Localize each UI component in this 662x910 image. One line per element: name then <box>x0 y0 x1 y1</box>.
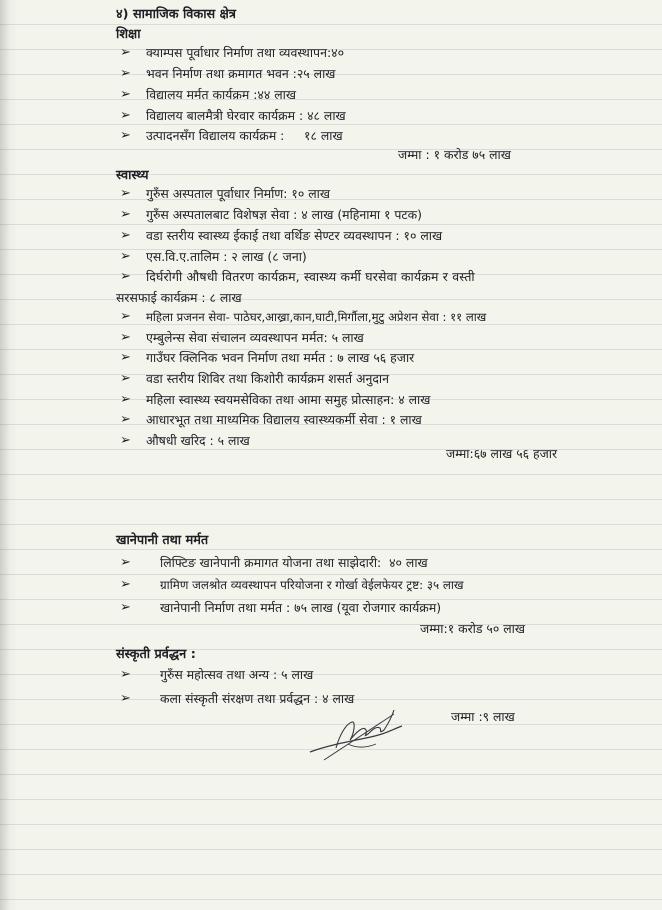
health-item-5-continued: सरसफाई कार्यक्रम : ८ लाख <box>116 290 242 305</box>
bullet-icon: ➢ <box>120 228 131 243</box>
bullet-icon: ➢ <box>120 66 131 81</box>
page-margin-shadow <box>0 0 10 910</box>
education-item-5: उत्पादनसँग विद्यालय कार्यक्रम : १८ लाख <box>146 128 343 143</box>
bullet-icon: ➢ <box>120 108 131 123</box>
bullet-icon: ➢ <box>120 309 131 324</box>
bullet-icon: ➢ <box>120 128 131 143</box>
education-item-3: विद्यालय मर्मत कार्यक्रम :४४ लाख <box>146 87 296 102</box>
water-total: जम्मा:१ करोड ५० लाख <box>420 621 526 636</box>
education-heading: शिक्षा <box>116 27 141 42</box>
health-item-12: औषधी खरिद : ५ लाख <box>146 433 250 448</box>
bullet-icon: ➢ <box>120 433 131 448</box>
education-total: जम्मा : १ करोड ७५ लाख <box>398 147 511 162</box>
health-item-9: वडा स्तरीय शिविर तथा किशोरी कार्यक्रम शसर्त अनुदान <box>146 371 389 386</box>
health-item-1: गुरुँस अस्पताल पूर्वाधार निर्माण: १० लाख <box>146 186 330 201</box>
bullet-icon: ➢ <box>120 371 131 386</box>
education-item-1: क्याम्पस पूर्वाधार निर्माण तथा व्यवस्थापन:४० <box>146 45 345 60</box>
health-item-7: एम्बुलेन्स सेवा संचालन व्यवस्थापन मर्मत: ५ लाख <box>146 330 364 345</box>
bullet-icon: ➢ <box>120 412 131 427</box>
bullet-icon: ➢ <box>120 667 131 682</box>
culture-item-1: गुरुँस महोत्सव तथा अन्य : ५ लाख <box>160 667 314 682</box>
bullet-icon: ➢ <box>120 45 131 60</box>
culture-total: जम्मा :९ लाख <box>451 709 515 724</box>
health-item-10: महिला स्वास्थ्य स्वयमसेविका तथा आमा समुह प्रोत्साहन: ४ लाख <box>146 392 431 407</box>
water-item-1: लिफ्टिङ खानेपानी क्रमागत योजना तथा साझेदारी: ४० लाख <box>160 555 428 570</box>
bullet-icon: ➢ <box>120 392 131 407</box>
bullet-icon: ➢ <box>120 87 131 102</box>
bullet-icon: ➢ <box>120 269 131 284</box>
signature-icon <box>306 704 406 766</box>
health-item-2: गुरुँस अस्पतालबाट विशेषज्ञ सेवा : ४ लाख (महिनामा १ पटक) <box>146 207 423 222</box>
health-item-4: एस.वि.ए.तालिम : २ लाख (८ जना) <box>146 249 307 264</box>
section-title: ४) सामाजिक विकास क्षेत्र <box>116 7 236 22</box>
bullet-icon: ➢ <box>120 207 131 222</box>
culture-item-2: कला संस्कृती संरक्षण तथा प्रर्वद्धन : ४ लाख <box>160 691 355 706</box>
water-heading: खानेपानी तथा मर्मत <box>116 533 209 548</box>
health-total: जम्मा:६७ लाख ५६ हजार <box>446 446 558 461</box>
bullet-icon: ➢ <box>120 350 131 365</box>
bullet-icon: ➢ <box>120 555 131 570</box>
bullet-icon: ➢ <box>120 249 131 264</box>
bullet-icon: ➢ <box>120 577 131 592</box>
water-item-2: ग्रामिण जलश्रोत व्यवस्थापन परियोजना र गोर्खा वेईलफेयर ट्रष्ट: ३५ लाख <box>160 578 464 592</box>
bullet-icon: ➢ <box>120 600 131 615</box>
culture-heading: संस्कृती प्रर्वद्धन : <box>116 647 196 662</box>
health-item-11: आधारभूत तथा माध्यमिक विद्यालय स्वास्थ्यकर्मी सेवा : १ लाख <box>146 412 422 427</box>
health-item-3: वडा स्तरीय स्वास्थ्य ईकाई तथा वर्थिङ सेण्टर व्यवस्थापन : १० लाख <box>146 228 443 243</box>
education-item-4: विद्यालय बालमैत्री घेरवार कार्यक्रम : ४८ लाख <box>146 108 346 123</box>
health-heading: स्वास्थ्य <box>116 168 149 183</box>
bullet-icon: ➢ <box>120 691 131 706</box>
water-item-3: खानेपानी निर्माण तथा मर्मत : ७५ लाख (यूवा रोजगार कार्यक्रम) <box>160 600 442 615</box>
education-item-2: भवन निर्माण तथा क्रमागत भवन :२५ लाख <box>146 66 336 81</box>
health-item-8: गाउँघर क्लिनिक भवन निर्माण तथा मर्मत : ७ लाख ५६ हजार <box>146 350 415 365</box>
health-item-6: महिला प्रजनन सेवा- पाठेघर,आख्रा,कान,घाटी,मिर्गौला,मुटु अप्रेशन सेवा : ११ लाख <box>146 310 487 324</box>
bullet-icon: ➢ <box>120 186 131 201</box>
health-item-5: दिर्घरोगी औषधी वितरण कार्यक्रम, स्वास्थ्य कर्मी घरसेवा कार्यक्रम र वस्ती <box>146 269 475 284</box>
bullet-icon: ➢ <box>120 330 131 345</box>
